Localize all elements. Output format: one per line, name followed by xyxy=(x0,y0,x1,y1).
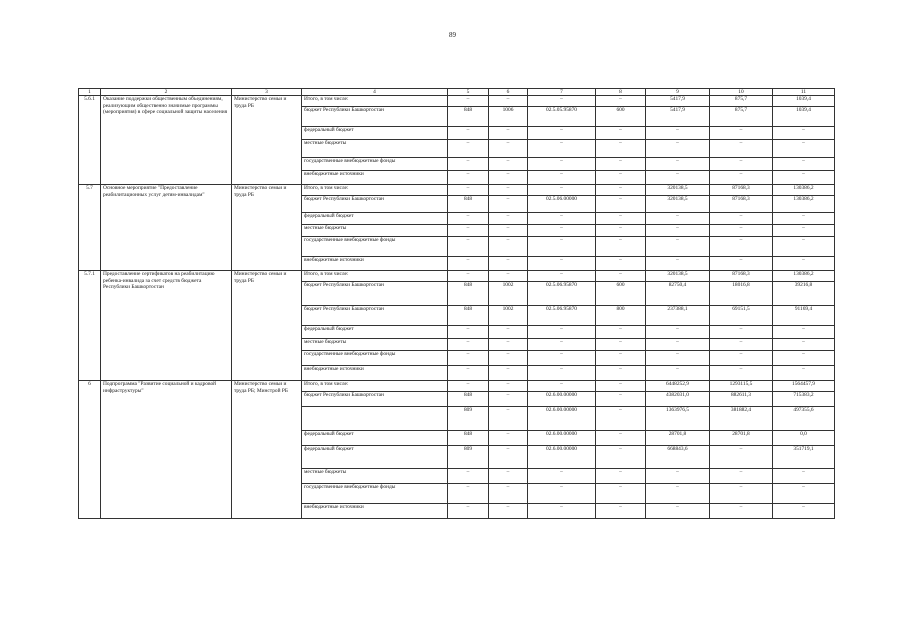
value-c7: – xyxy=(528,271,596,282)
value-c8: – xyxy=(596,407,646,431)
executor: Министерство семьи и труда РБ xyxy=(232,271,302,381)
value-c10: 18016,8 xyxy=(710,282,773,306)
value-c11: – xyxy=(773,326,835,339)
value-c5: – xyxy=(448,351,489,366)
funding-source: государственные внебюджетные фонды xyxy=(302,237,448,257)
value-c9: – xyxy=(646,158,710,171)
funding-source: федеральный бюджет xyxy=(302,213,448,225)
value-c11: – xyxy=(773,171,835,185)
value-c10: – xyxy=(710,339,773,351)
value-c7: 02.5.05.95870 xyxy=(528,107,596,127)
value-c11: 39216,8 xyxy=(773,282,835,306)
value-c5: – xyxy=(448,504,489,519)
value-c11: 1039,4 xyxy=(773,107,835,127)
funding-source: федеральный бюджет xyxy=(302,431,448,446)
value-c8: – xyxy=(596,271,646,282)
value-c5: – xyxy=(448,213,489,225)
value-c11: 130386,2 xyxy=(773,196,835,213)
value-c11: 1564457,9 xyxy=(773,381,835,392)
column-header: 3 xyxy=(232,89,302,96)
funding-source: Итого, в том числе: xyxy=(302,381,448,392)
value-c11: 130386,2 xyxy=(773,271,835,282)
funding-source: местные бюджеты xyxy=(302,225,448,237)
value-c5: – xyxy=(448,366,489,381)
value-c10: – xyxy=(710,237,773,257)
value-c9: 320138,5 xyxy=(646,271,710,282)
value-c9: – xyxy=(646,339,710,351)
value-c5: – xyxy=(448,225,489,237)
value-c9: 28701,8 xyxy=(646,431,710,446)
value-c5: 848 xyxy=(448,431,489,446)
value-c5: – xyxy=(448,381,489,392)
value-c7: – xyxy=(528,351,596,366)
column-header: 8 xyxy=(596,89,646,96)
value-c8: – xyxy=(596,196,646,213)
value-c11: – xyxy=(773,127,835,140)
value-c8: – xyxy=(596,96,646,107)
value-c7: 02.5.06.95870 xyxy=(528,306,596,326)
value-c6: – xyxy=(489,237,528,257)
value-c6: – xyxy=(489,381,528,392)
value-c11: 1039,4 xyxy=(773,96,835,107)
value-c6: – xyxy=(489,326,528,339)
column-header: 5 xyxy=(448,89,489,96)
value-c7: – xyxy=(528,257,596,271)
measure-code: 5.7.1 xyxy=(79,271,101,381)
funding-source: Итого, в том числе: xyxy=(302,96,448,107)
column-header: 1 xyxy=(79,89,101,96)
value-c7: 02.5.06.00000 xyxy=(528,196,596,213)
value-c9: 6448252,9 xyxy=(646,381,710,392)
value-c6: – xyxy=(489,96,528,107)
budget-table xyxy=(78,88,835,519)
funding-source: федеральный бюджет xyxy=(302,326,448,339)
value-c6: 1002 xyxy=(489,306,528,326)
value-c10: – xyxy=(710,213,773,225)
funding-source: государственные внебюджетные фонды xyxy=(302,484,448,504)
value-c5: – xyxy=(448,326,489,339)
value-c9: 4382031,0 xyxy=(646,392,710,407)
funding-source: внебюджетные источники xyxy=(302,257,448,271)
value-c7: – xyxy=(528,326,596,339)
value-c8: – xyxy=(596,257,646,271)
value-c7: 02.5.06.95870 xyxy=(528,282,596,306)
value-c10: 87168,3 xyxy=(710,271,773,282)
value-c6: – xyxy=(489,392,528,407)
value-c6: – xyxy=(489,504,528,519)
value-c6: – xyxy=(489,257,528,271)
value-c10: 381882,4 xyxy=(710,407,773,431)
value-c10: – xyxy=(710,225,773,237)
value-c6: – xyxy=(489,185,528,196)
value-c6: – xyxy=(489,171,528,185)
value-c8: 800 xyxy=(596,306,646,326)
value-c11: – xyxy=(773,257,835,271)
funding-source: Итого, в том числе: xyxy=(302,185,448,196)
value-c10: – xyxy=(710,469,773,484)
value-c5: – xyxy=(448,185,489,196)
value-c10: – xyxy=(710,326,773,339)
funding-source: внебюджетные источники xyxy=(302,171,448,185)
funding-source: бюджет Республики Башкортостан xyxy=(302,392,448,407)
funding-source: внебюджетные источники xyxy=(302,366,448,381)
funding-source: бюджет Республики Башкортостан xyxy=(302,282,448,306)
value-c6: – xyxy=(489,339,528,351)
funding-source: Итого, в том числе: xyxy=(302,271,448,282)
value-c9: 5417,9 xyxy=(646,96,710,107)
value-c7: 02.6.00.00000 xyxy=(528,446,596,469)
value-c9: 320138,5 xyxy=(646,185,710,196)
value-c10: – xyxy=(710,171,773,185)
value-c6: – xyxy=(489,431,528,446)
value-c7: 02.6.00.00000 xyxy=(528,431,596,446)
value-c11: – xyxy=(773,339,835,351)
value-c9: – xyxy=(646,237,710,257)
value-c5: – xyxy=(448,484,489,504)
value-c11: – xyxy=(773,213,835,225)
column-header: 9 xyxy=(646,89,710,96)
measure-name: Предоставление сертификатов на реабилитацию ребенка-инвалида за счет средств бюджета Республики Башкортостан xyxy=(101,271,232,381)
value-c11: 715383,2 xyxy=(773,392,835,407)
value-c11: – xyxy=(773,366,835,381)
value-c6: 1006 xyxy=(489,107,528,127)
value-c11: 91169,4 xyxy=(773,306,835,326)
value-c5: – xyxy=(448,127,489,140)
column-header: 4 xyxy=(302,89,448,96)
value-c5: 848 xyxy=(448,392,489,407)
value-c5: – xyxy=(448,271,489,282)
value-c10: – xyxy=(710,351,773,366)
value-c6: – xyxy=(489,140,528,158)
value-c10: – xyxy=(710,127,773,140)
value-c11: – xyxy=(773,158,835,171)
value-c5: – xyxy=(448,469,489,484)
column-header: 11 xyxy=(773,89,835,96)
table-row xyxy=(79,381,835,392)
value-c10: 28701,8 xyxy=(710,431,773,446)
value-c9: – xyxy=(646,504,710,519)
value-c6: – xyxy=(489,158,528,171)
value-c11: – xyxy=(773,484,835,504)
value-c6: – xyxy=(489,407,528,431)
measure-name: Оказание поддержки общественным объединениям, реализующим общественно значимые программы (мероприятия) в сфере социальной защиты населения xyxy=(101,96,232,185)
value-c7: – xyxy=(528,339,596,351)
value-c5: – xyxy=(448,257,489,271)
value-c8: – xyxy=(596,484,646,504)
value-c5: 848 xyxy=(448,306,489,326)
value-c7: – xyxy=(528,96,596,107)
value-c8: – xyxy=(596,469,646,484)
value-c11: – xyxy=(773,469,835,484)
value-c10: – xyxy=(710,484,773,504)
measure-code: 5.6.1 xyxy=(79,96,101,185)
funding-source: государственные внебюджетные фонды xyxy=(302,158,448,171)
value-c8: – xyxy=(596,185,646,196)
funding-source: бюджет Республики Башкортостан xyxy=(302,107,448,127)
value-c9: 320138,5 xyxy=(646,196,710,213)
value-c11: – xyxy=(773,225,835,237)
value-c9: 1363976,5 xyxy=(646,407,710,431)
value-c11: – xyxy=(773,237,835,257)
value-c7: – xyxy=(528,484,596,504)
value-c11: – xyxy=(773,351,835,366)
value-c7: – xyxy=(528,504,596,519)
value-c5: – xyxy=(448,171,489,185)
value-c5: – xyxy=(448,237,489,257)
executor: Министерство семьи и труда РБ xyxy=(232,96,302,185)
value-c6: – xyxy=(489,484,528,504)
funding-source: местные бюджеты xyxy=(302,339,448,351)
value-c9: – xyxy=(646,351,710,366)
value-c5: 809 xyxy=(448,446,489,469)
value-c7: – xyxy=(528,225,596,237)
value-c10: – xyxy=(710,158,773,171)
table-row xyxy=(79,185,835,196)
executor: Министерство семьи и труда РБ; Минстрой РБ xyxy=(232,381,302,519)
table-row xyxy=(79,271,835,282)
value-c9: – xyxy=(646,484,710,504)
value-c10: 69151,5 xyxy=(710,306,773,326)
value-c7: – xyxy=(528,171,596,185)
page-number: 89 xyxy=(449,31,456,39)
value-c8: 600 xyxy=(596,282,646,306)
value-c9: 82750,4 xyxy=(646,282,710,306)
value-c9: – xyxy=(646,326,710,339)
value-c8: – xyxy=(596,225,646,237)
value-c7: – xyxy=(528,185,596,196)
value-c8: – xyxy=(596,504,646,519)
measure-code: 6 xyxy=(79,381,101,519)
value-c5: 848 xyxy=(448,282,489,306)
value-c9: – xyxy=(646,257,710,271)
measure-code: 5.7 xyxy=(79,185,101,271)
value-c7: – xyxy=(528,158,596,171)
executor: Министерство семьи и труда РБ xyxy=(232,185,302,271)
value-c10: 87168,3 xyxy=(710,196,773,213)
column-header-row xyxy=(79,89,835,96)
value-c11: 351719,1 xyxy=(773,446,835,469)
value-c8: – xyxy=(596,171,646,185)
funding-source: внебюджетные источники xyxy=(302,504,448,519)
funding-source: федеральный бюджет xyxy=(302,446,448,469)
value-c7: – xyxy=(528,381,596,392)
value-c5: – xyxy=(448,158,489,171)
value-c8: – xyxy=(596,366,646,381)
value-c9: 668843,6 xyxy=(646,446,710,469)
value-c8: – xyxy=(596,446,646,469)
value-c9: 237388,1 xyxy=(646,306,710,326)
value-c8: – xyxy=(596,326,646,339)
funding-source: государственные внебюджетные фонды xyxy=(302,351,448,366)
funding-source: бюджет Республики Башкортостан xyxy=(302,306,448,326)
value-c7: 02.6.00.00000 xyxy=(528,407,596,431)
value-c9: – xyxy=(646,213,710,225)
value-c6: – xyxy=(489,196,528,213)
value-c5: 848 xyxy=(448,196,489,213)
value-c10: – xyxy=(710,446,773,469)
column-header: 2 xyxy=(101,89,232,96)
measure-name: Основное мероприятие "Предоставление реабилитационных услуг детям-инвалидам" xyxy=(101,185,232,271)
value-c9: – xyxy=(646,469,710,484)
value-c8: 600 xyxy=(596,107,646,127)
column-header: 6 xyxy=(489,89,528,96)
value-c9: – xyxy=(646,127,710,140)
value-c9: – xyxy=(646,225,710,237)
value-c10: – xyxy=(710,504,773,519)
value-c7: – xyxy=(528,213,596,225)
funding-source xyxy=(302,407,448,431)
value-c8: – xyxy=(596,339,646,351)
value-c11: – xyxy=(773,504,835,519)
value-c10: – xyxy=(710,257,773,271)
value-c5: – xyxy=(448,96,489,107)
funding-source: местные бюджеты xyxy=(302,140,448,158)
value-c7: – xyxy=(528,469,596,484)
value-c9: – xyxy=(646,171,710,185)
funding-source: местные бюджеты xyxy=(302,469,448,484)
funding-source: бюджет Республики Башкортостан xyxy=(302,196,448,213)
value-c5: 848 xyxy=(448,107,489,127)
value-c7: – xyxy=(528,127,596,140)
value-c8: – xyxy=(596,127,646,140)
value-c11: 130386,2 xyxy=(773,185,835,196)
value-c8: – xyxy=(596,237,646,257)
value-c7: – xyxy=(528,140,596,158)
value-c8: – xyxy=(596,140,646,158)
table-row xyxy=(79,96,835,107)
value-c5: – xyxy=(448,140,489,158)
value-c10: – xyxy=(710,366,773,381)
value-c11: – xyxy=(773,140,835,158)
value-c7: – xyxy=(528,237,596,257)
value-c10: 1293115,5 xyxy=(710,381,773,392)
value-c10: – xyxy=(710,140,773,158)
value-c6: – xyxy=(489,446,528,469)
value-c6: – xyxy=(489,127,528,140)
value-c6: – xyxy=(489,351,528,366)
value-c6: – xyxy=(489,225,528,237)
value-c10: 87168,3 xyxy=(710,185,773,196)
value-c8: – xyxy=(596,392,646,407)
value-c5: – xyxy=(448,339,489,351)
value-c9: – xyxy=(646,140,710,158)
value-c6: – xyxy=(489,366,528,381)
value-c8: – xyxy=(596,351,646,366)
value-c9: – xyxy=(646,366,710,381)
column-header: 7 xyxy=(528,89,596,96)
value-c7: – xyxy=(528,366,596,381)
value-c7: 02.6.00.00000 xyxy=(528,392,596,407)
value-c10: 875,7 xyxy=(710,107,773,127)
value-c8: – xyxy=(596,213,646,225)
value-c6: – xyxy=(489,271,528,282)
value-c9: 5417,9 xyxy=(646,107,710,127)
value-c10: 882611,3 xyxy=(710,392,773,407)
measure-name: Подпрограмма "Развитие социальной и кадровой инфраструктуры" xyxy=(101,381,232,519)
value-c10: 875,7 xyxy=(710,96,773,107)
value-c11: 0,0 xyxy=(773,431,835,446)
value-c8: – xyxy=(596,381,646,392)
value-c11: 497355,6 xyxy=(773,407,835,431)
value-c6: 1002 xyxy=(489,282,528,306)
value-c6: – xyxy=(489,213,528,225)
value-c6: – xyxy=(489,469,528,484)
value-c8: – xyxy=(596,431,646,446)
value-c5: 809 xyxy=(448,407,489,431)
column-header: 10 xyxy=(710,89,773,96)
value-c8: – xyxy=(596,158,646,171)
funding-source: федеральный бюджет xyxy=(302,127,448,140)
